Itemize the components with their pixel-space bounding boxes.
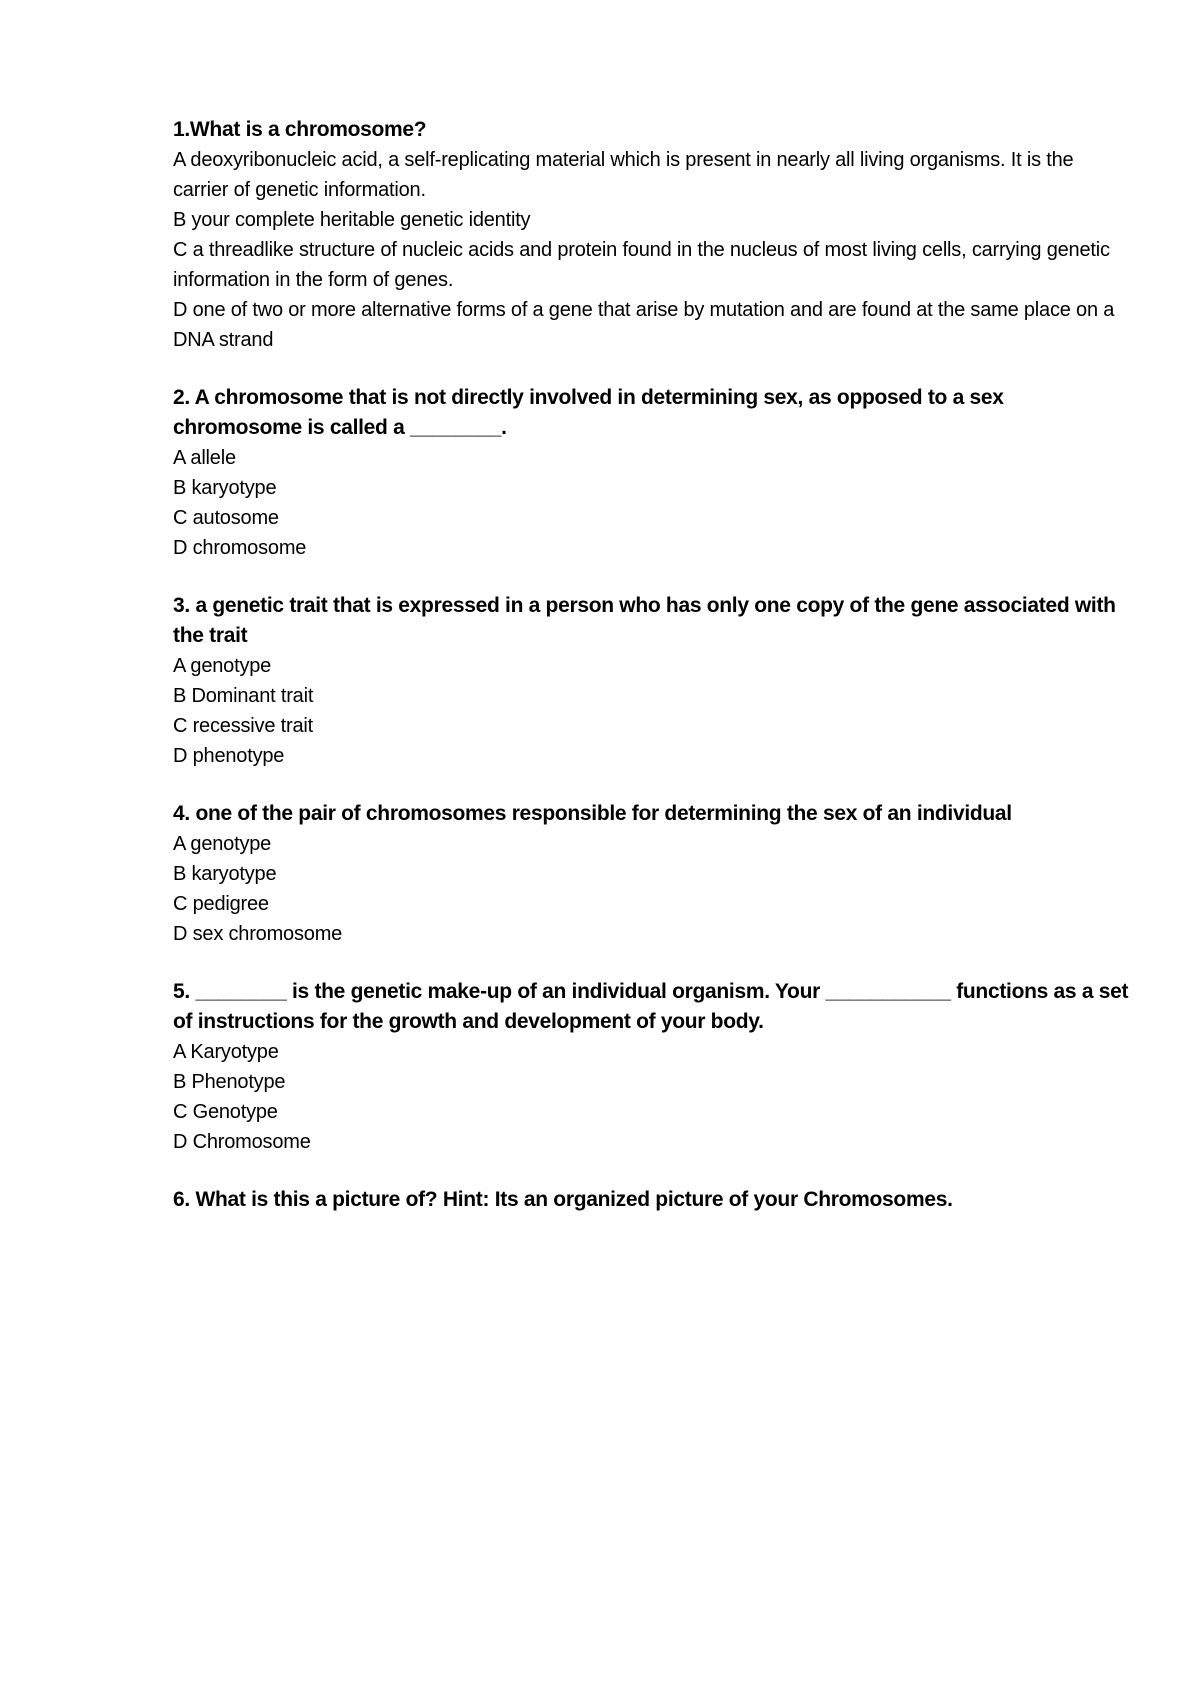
option-c: C recessive trait [173,715,313,737]
option-c: C a threadlike structure of nucleic acids and protein found in the nucleus of most living cells, carrying genetic information in the form of genes. [173,239,1110,291]
option-d: D one of two or more alternative forms of a gene that arise by mutation and are found at the same place on a DNA strand [173,299,1115,351]
option-a: A allele [173,447,236,469]
question-2 [173,383,1133,563]
option-c: C Genotype [173,1101,278,1123]
question-text: 3. a genetic trait that is expressed in a person who has only one copy of the gene associated with the trait [173,594,1116,647]
option-a: A genotype [173,655,272,677]
worksheet-page [173,115,1133,1243]
option-d: D phenotype [173,745,285,767]
question-1 [173,115,1133,355]
option-a: A deoxyribonucleic acid, a self-replicating material which is present in nearly all living organisms. It is the carrier of genetic information. [173,149,1074,201]
option-c: C pedigree [173,893,269,915]
question-text: 5. ________ is the genetic make-up of an individual organism. Your ___________ functions as a set of instructions for the growth and development of your body. [173,980,1129,1033]
question-text: 4. one of the pair of chromosomes responsible for determining the sex of an individual [173,802,1012,825]
option-d: D Chromosome [173,1131,311,1153]
question-text: 6. What is this a picture of? Hint: Its an organized picture of your Chromosomes. [173,1188,953,1211]
option-b: B Phenotype [173,1071,286,1093]
question-3 [173,591,1133,771]
question-4 [173,799,1133,949]
option-b: B your complete heritable genetic identity [173,209,531,231]
option-c: C autosome [173,507,279,529]
question-5 [173,977,1133,1157]
option-a: A genotype [173,833,272,855]
question-text: 2. A chromosome that is not directly involved in determining sex, as opposed to a sex chromosome is called a ________. [173,386,1004,439]
option-b: B karyotype [173,863,277,885]
option-d: D sex chromosome [173,923,343,945]
option-d: D chromosome [173,537,307,559]
question-text: 1.What is a chromosome? [173,118,427,141]
option-b: B karyotype [173,477,277,499]
question-6 [173,1185,1133,1215]
option-b: B Dominant trait [173,685,314,707]
option-a: A Karyotype [173,1041,279,1063]
